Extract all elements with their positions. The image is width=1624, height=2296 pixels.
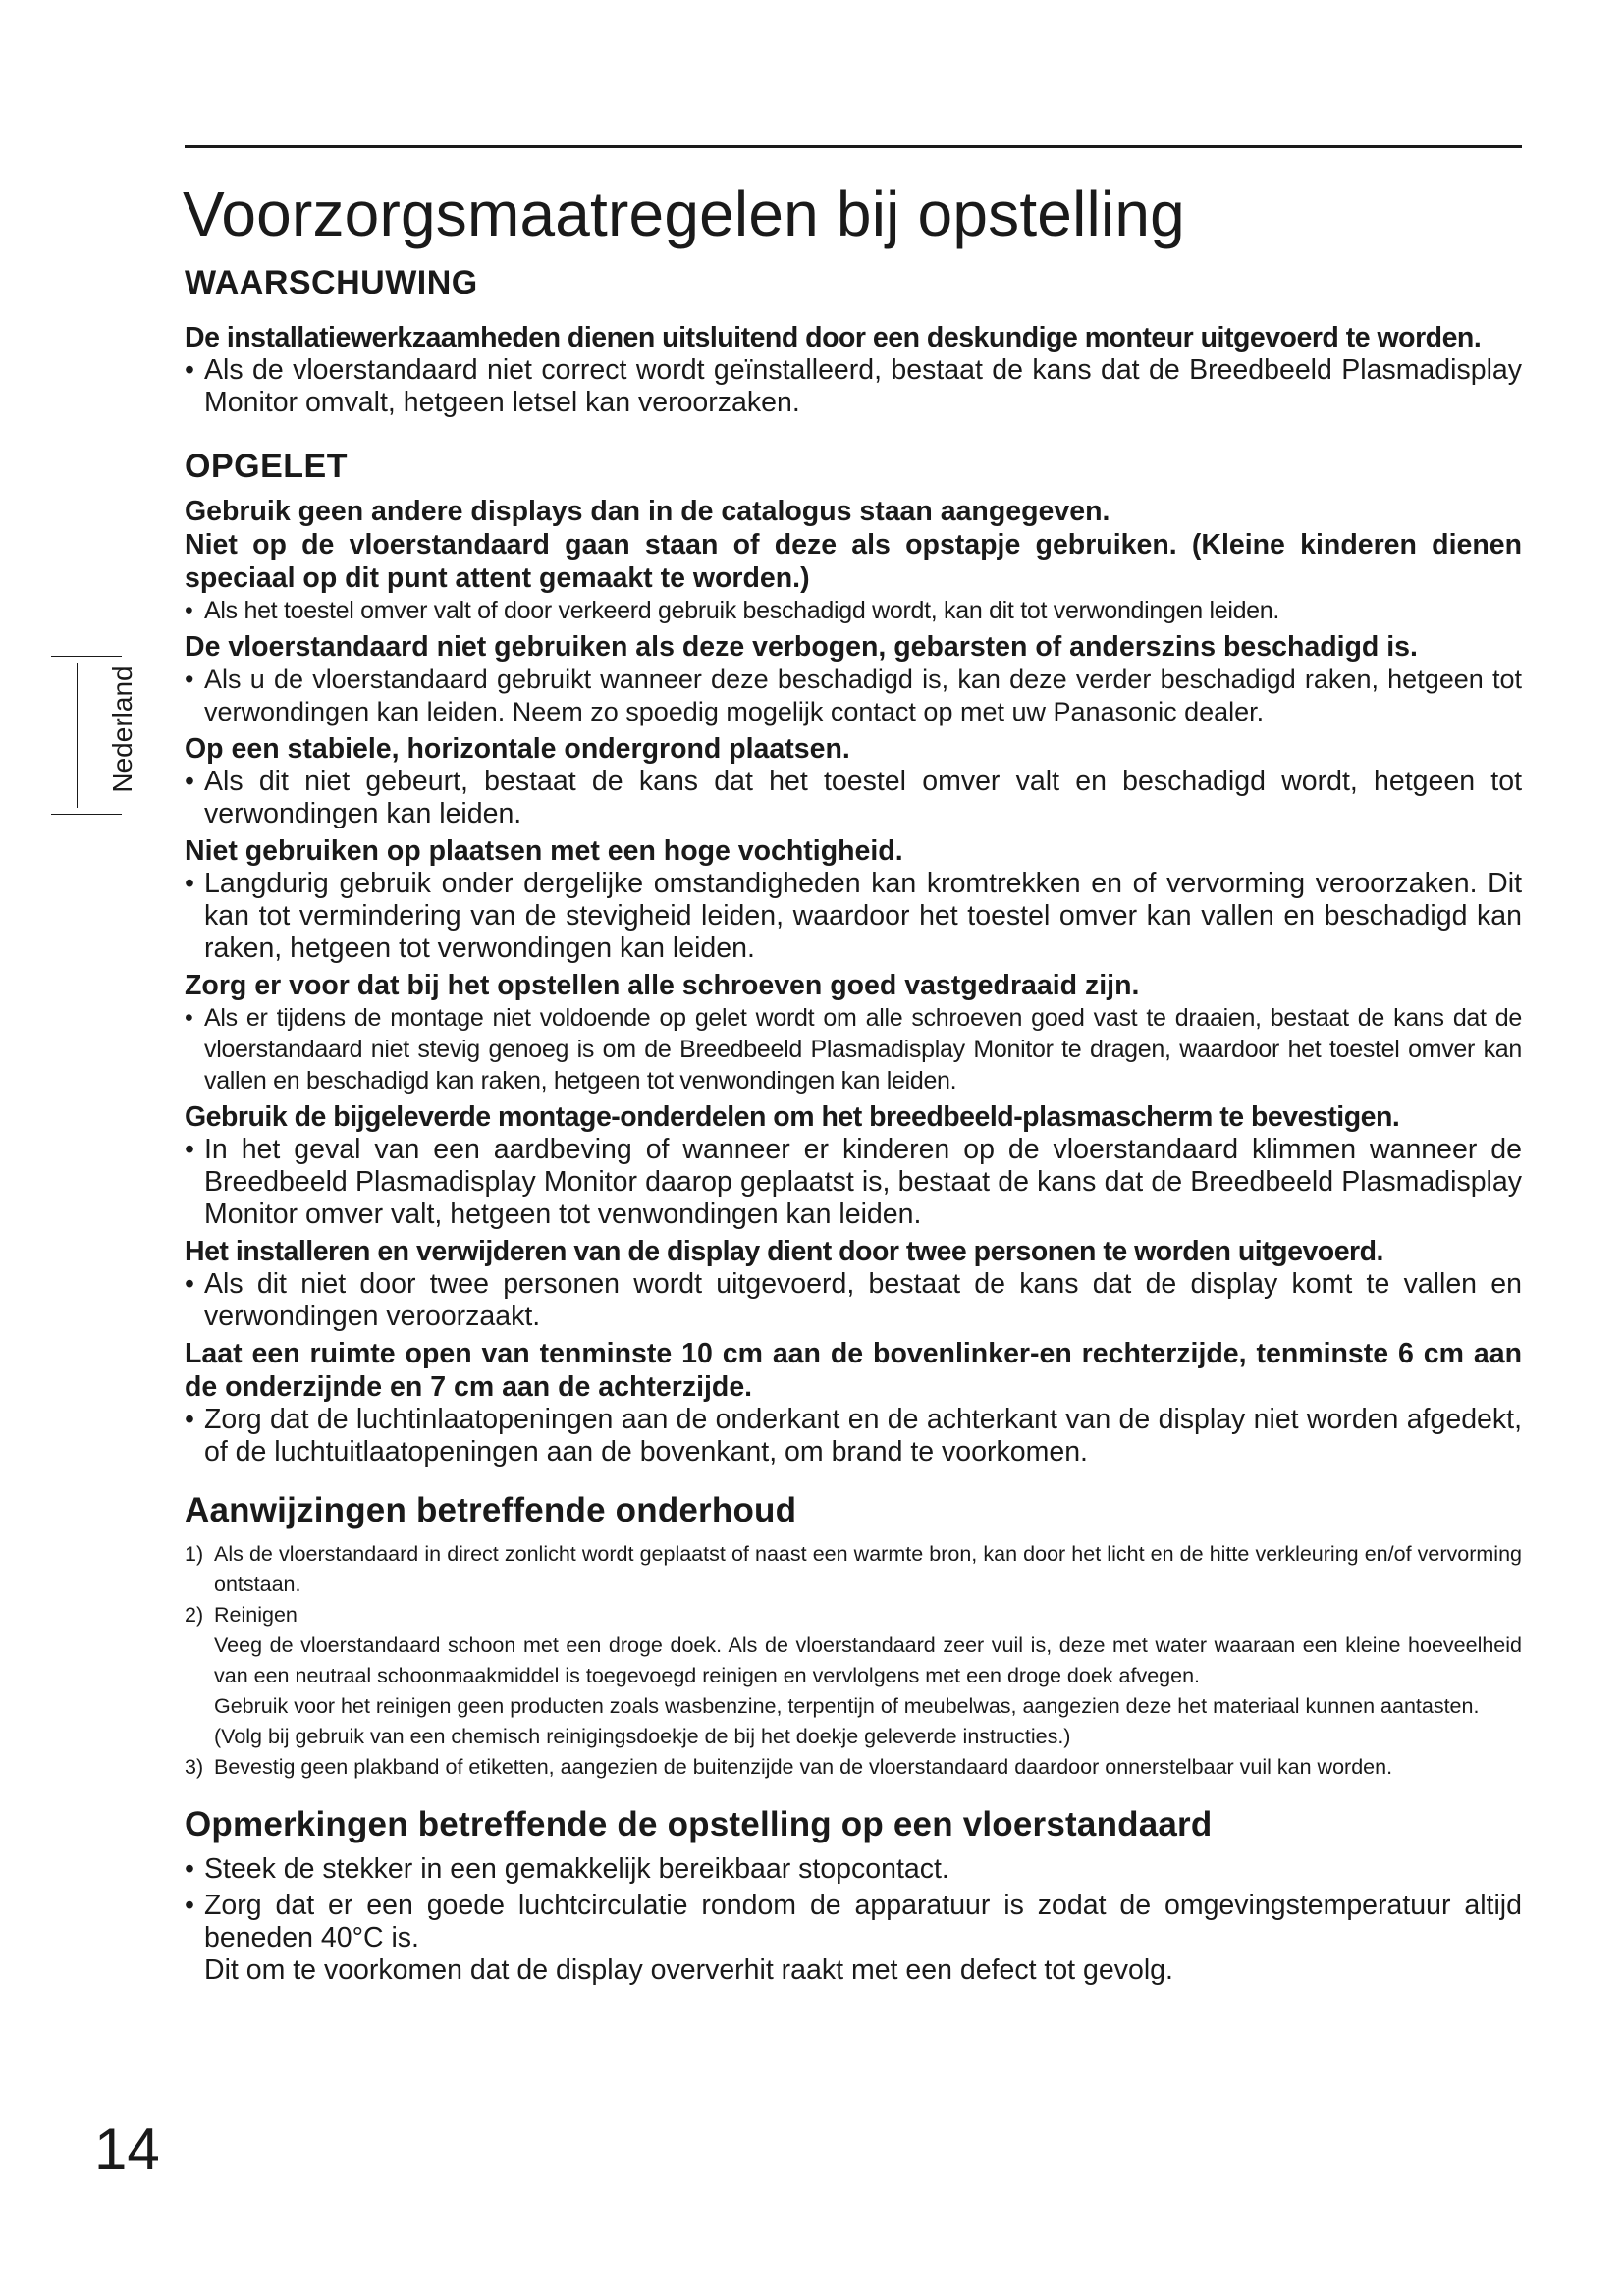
caution-item-title: Laat een ruimte open van tenminste 10 cm aan de bovenlinker-en rechterzijde, tenminste 6 cm aan de onderzijnde en 7 cm aan de achterzijde.	[185, 1337, 1522, 1403]
page-title: Voorzorgsmaatregelen bij opstelling	[183, 179, 1185, 249]
main-content	[185, 263, 1522, 1989]
caution-item-6	[185, 1100, 1522, 1231]
warning-heading: WAARSCHUWING	[185, 264, 478, 301]
caution-item-2	[185, 630, 1522, 728]
caution-item-8	[185, 1337, 1522, 1468]
caution-item-title: Op een stabiele, horizontale ondergrond plaatsen.	[185, 732, 850, 765]
caution-item-bullet: • Langdurig gebruik onder dergelijke omstandigheden kan kromtrekken en of vervorming veroorzaken. Dit kan tot vermindering van de stevigheid leiden, waardoor het toestel omver kan vallen en beschadigd kan raken, hetgeen tot verwondingen kan leiden.	[185, 868, 1522, 965]
warning-item	[185, 321, 1522, 419]
side-tab-label: Nederland	[107, 666, 137, 793]
warning-item-title: De installatiewerkzaamheden dienen uitsluitend door een deskundige monteur uitgevoerd te worden.	[185, 321, 1482, 353]
caution-item-title: Gebruik de bijgeleverde montage-onderdelen om het breedbeeld-plasmascherm te bevestigen.	[185, 1100, 1400, 1133]
notes-bullet: • Zorg dat er een goede luchtcirculatie rondom de apparatuur is zodat de omgevingstemperatuur altijd beneden 40°C is.	[185, 1890, 1522, 1954]
notes-heading: Opmerkingen betreffende de opstelling op een vloerstandaard	[185, 1804, 1213, 1843]
notes-extra: Dit om te voorkomen dat de display oververhit raakt met een defect tot gevolg.	[204, 1953, 1173, 1986]
caution-heading: OPGELET	[185, 447, 348, 485]
maintenance-item	[185, 1600, 1522, 1752]
maintenance-item-text: Bevestig geen plakband of etiketten, aangezien de buitenzijde van de vloerstandaard daardoor onnerstelbaar vuil kan worden.	[214, 1754, 1393, 1779]
maintenance-item-text: Als de vloerstandaard in direct zonlicht wordt geplaatst of naast een warmte bron, kan door het licht en de hitte verkleuring en/of vervorming ontstaan.	[214, 1541, 1522, 1596]
maintenance-item-text: Reinigen	[214, 1602, 298, 1627]
side-tab-divider	[77, 663, 78, 808]
cleaning-paragraph: (Volg bij gebruik van een chemisch reinigingsdoekje de bij het doekje geleverde instructies.)	[214, 1724, 1071, 1748]
cleaning-paragraph: Gebruik voor het reinigen geen producten zoals wasbenzine, terpentijn of meubelwas, aangezien deze het materiaal kunnen aantasten.	[214, 1693, 1480, 1718]
notes-bullet: • Steek de stekker in een gemakkelijk bereikbaar stopcontact.	[185, 1853, 1522, 1886]
caution-item-3	[185, 732, 1522, 830]
caution-item-title: Zorg er voor dat bij het opstellen alle schroeven goed vastgedraaid zijn.	[185, 969, 1140, 1001]
caution-item-5	[185, 969, 1522, 1096]
language-side-tab	[51, 656, 137, 815]
caution-item-bullet: • Zorg dat de luchtinlaatopeningen aan de onderkant en de achterkant van de display niet worden afgedekt, of de luchtuitlaatopeningen aan de bovenkant, om brand te voorkomen.	[185, 1404, 1522, 1468]
caution-item-title: De vloerstandaard niet gebruiken als deze verbogen, gebarsten of anderszins beschadigd is.	[185, 630, 1418, 663]
maintenance-item-number: 3)	[185, 1754, 204, 1779]
maintenance-list	[185, 1539, 1522, 1783]
caution-item-title: Het installeren en verwijderen van de display dient door twee personen te worden uitgevoerd.	[185, 1235, 1383, 1267]
caution-item-bullet: • In het geval van een aardbeving of wanneer er kinderen op de vloerstandaard klimmen wanneer de Breedbeeld Plasmadisplay Monitor daarop geplaatst is, bestaat de kans dat de Breedbeeld Plasmadisplay Monitor omver valt, hetgeen tot venwondingen kan leiden.	[185, 1134, 1522, 1231]
caution-item-4	[185, 834, 1522, 965]
caution-item-bullet: • Als er tijdens de montage niet voldoende op gelet wordt om alle schroeven goed vast te draaien, bestaat de kans dat de vloerstandaard niet stevig genoeg is om de Breedbeeld Plasmadisplay Monitor te dragen, waardoor het toestel omver kan vallen en beschadigd kan raken, hetgeen tot venwondingen kan leiden.	[185, 1002, 1522, 1096]
maintenance-item-number: 1)	[185, 1541, 204, 1566]
maintenance-item	[185, 1752, 1522, 1783]
maintenance-item-number: 2)	[185, 1602, 204, 1627]
caution-item-bullet: • Als dit niet door twee personen wordt uitgevoerd, bestaat de kans dat de display komt te vallen en verwondingen veroorzaakt.	[185, 1268, 1522, 1333]
caution-item-1	[185, 495, 1522, 626]
caution-item-title: Gebruik geen andere displays dan in de catalogus staan aangegeven. Niet op de vloerstandaard gaan staan of deze als opstapje gebruiken. (Kleine kinderen dienen speciaal op dit punt attent gemaakt te worden.)	[185, 495, 1522, 594]
cleaning-paragraph: Veeg de vloerstandaard schoon met een droge doek. Als de vloerstandaard zeer vuil is, deze met water waaraan een kleine hoeveelheid van een neutraal schoonmaakmiddel is toegevoegd reinigen en vervlolgens met een droge doek afvegen.	[214, 1632, 1522, 1687]
top-rule	[185, 145, 1522, 148]
page-number: 14	[94, 2116, 160, 2182]
maintenance-item	[185, 1539, 1522, 1600]
caution-item-7	[185, 1235, 1522, 1333]
warning-item-bullet: • Als de vloerstandaard niet correct wordt geïnstalleerd, bestaat de kans dat de Breedbeeld Plasmadisplay Monitor omvalt, hetgeen letsel kan veroorzaken.	[185, 354, 1522, 419]
caution-item-bullet: • Als dit niet gebeurt, bestaat de kans dat het toestel omver valt en beschadigd wordt, hetgeen tot verwondingen kan leiden.	[185, 766, 1522, 830]
caution-item-bullet: • Als u de vloerstandaard gebruikt wanneer deze beschadigd is, kan deze verder beschadigd raken, hetgeen tot verwondingen kan leiden. Neem zo spoedig mogelijk contact op met uw Panasonic dealer.	[185, 664, 1522, 728]
caution-item-bullet: • Als het toestel omver valt of door verkeerd gebruik beschadigd wordt, kan dit tot verwondingen leiden.	[185, 595, 1522, 626]
maintenance-heading: Aanwijzingen betreffende onderhoud	[185, 1490, 797, 1529]
caution-item-title: Niet gebruiken op plaatsen met een hoge vochtigheid.	[185, 834, 903, 867]
